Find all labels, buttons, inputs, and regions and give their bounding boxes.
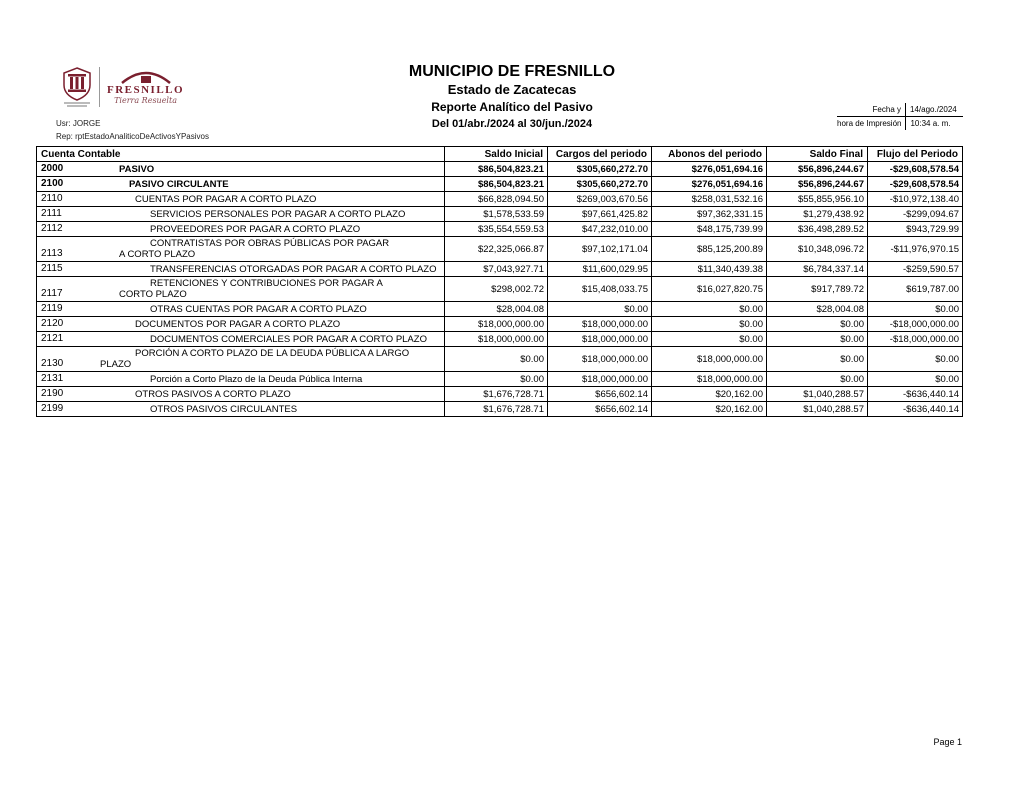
amount-cell: -$18,000,000.00 [868, 317, 963, 332]
amount-cell: $656,602.14 [548, 387, 652, 402]
amount-cell: $0.00 [445, 347, 548, 372]
logo-slogan: Tierra Resuelta [114, 96, 177, 105]
table-row [37, 332, 963, 347]
account-code: 2115 [41, 263, 63, 274]
account-cell [37, 237, 445, 262]
amount-cell: -$636,440.14 [868, 402, 963, 417]
account-name: DOCUMENTOS COMERCIALES POR PAGAR A CORTO PLAZO [150, 333, 427, 345]
amount-cell: -$259,590.57 [868, 262, 963, 277]
table-row [37, 387, 963, 402]
account-cell [37, 207, 445, 222]
liabilities-table [36, 146, 963, 417]
amount-cell: $0.00 [652, 302, 767, 317]
table-row [37, 372, 963, 387]
table-row [37, 192, 963, 207]
account-cell [37, 372, 445, 387]
user-line: Usr: JORGE [56, 119, 101, 128]
amount-cell: $97,661,425.82 [548, 207, 652, 222]
amount-cell: $0.00 [652, 317, 767, 332]
amount-cell: $20,162.00 [652, 402, 767, 417]
amount-cell: $1,040,288.57 [767, 387, 868, 402]
account-cell [37, 347, 445, 372]
account-name: SERVICIOS PERSONALES POR PAGAR A CORTO PLAZO [150, 208, 406, 220]
account-name: RETENCIONES Y CONTRIBUCIONES POR PAGAR A CORTO PLAZO [119, 278, 383, 300]
report-subtitle: Reporte Analítico del Pasivo [431, 100, 593, 114]
page-number: Page 1 [933, 737, 962, 747]
account-code: 2120 [41, 318, 64, 329]
amount-cell: $6,784,337.14 [767, 262, 868, 277]
print-info [837, 103, 963, 130]
amount-cell: $86,504,823.21 [445, 177, 548, 192]
amount-cell: -$29,608,578.54 [868, 177, 963, 192]
amount-cell: -$636,440.14 [868, 387, 963, 402]
print-date-row [837, 103, 963, 117]
amount-cell: $18,000,000.00 [548, 347, 652, 372]
account-code: 2000 [41, 163, 64, 174]
table-body [37, 162, 963, 417]
print-date-label: Fecha y [872, 105, 901, 114]
account-cell [37, 387, 445, 402]
account-cell [37, 177, 445, 192]
account-name: Porción a Corto Plazo de la Deuda Pública Interna [150, 373, 363, 385]
amount-cell: $18,000,000.00 [445, 317, 548, 332]
amount-cell: $36,498,289.52 [767, 222, 868, 237]
account-code: 2131 [41, 373, 64, 384]
amount-cell: -$10,972,138.40 [868, 192, 963, 207]
amount-cell: $18,000,000.00 [652, 372, 767, 387]
amount-cell: $258,031,532.16 [652, 192, 767, 207]
amount-cell: $0.00 [767, 372, 868, 387]
amount-cell: $18,000,000.00 [548, 332, 652, 347]
column-header-saldo-inicial: Saldo Inicial [445, 147, 548, 162]
amount-cell: $0.00 [868, 347, 963, 372]
account-name: PORCIÓN A CORTO PLAZO DE LA DEUDA PÚBLICA A LARGO PLAZO [100, 348, 410, 370]
amount-cell: $7,043,927.71 [445, 262, 548, 277]
page-title: MUNICIPIO DE FRESNILLO [408, 63, 616, 80]
amount-cell: $0.00 [548, 302, 652, 317]
column-header-abonos: Abonos del periodo [652, 147, 767, 162]
account-code: 2130 [41, 358, 64, 369]
amount-cell: $1,676,728.71 [445, 387, 548, 402]
account-cell [37, 192, 445, 207]
amount-cell: $269,003,670.56 [548, 192, 652, 207]
account-code: 2117 [41, 288, 63, 299]
table-row [37, 177, 963, 192]
amount-cell: $11,600,029.95 [548, 262, 652, 277]
account-cell [37, 332, 445, 347]
amount-cell: $619,787.00 [868, 277, 963, 302]
amount-cell: $0.00 [767, 347, 868, 372]
amount-cell: -$29,608,578.54 [868, 162, 963, 177]
table-row [37, 402, 963, 417]
amount-cell: $305,660,272.70 [548, 162, 652, 177]
amount-cell: $56,896,244.67 [767, 162, 868, 177]
amount-cell: $0.00 [767, 317, 868, 332]
account-cell [37, 402, 445, 417]
amount-cell: $86,504,823.21 [445, 162, 548, 177]
column-header-flujo: Flujo del Periodo [868, 147, 963, 162]
account-code: 2112 [41, 223, 63, 234]
account-code: 2199 [41, 403, 64, 414]
amount-cell: $18,000,000.00 [548, 372, 652, 387]
amount-cell: $1,676,728.71 [445, 402, 548, 417]
account-cell [37, 162, 445, 177]
print-time-value: 10:34 a. m. [905, 117, 963, 130]
amount-cell: $20,162.00 [652, 387, 767, 402]
account-name: OTRAS CUENTAS POR PAGAR A CORTO PLAZO [150, 303, 367, 315]
amount-cell: $66,828,094.50 [445, 192, 548, 207]
amount-cell: -$299,094.67 [868, 207, 963, 222]
amount-cell: $1,578,533.59 [445, 207, 548, 222]
account-cell [37, 317, 445, 332]
account-code: 2110 [41, 193, 63, 204]
table-row [37, 222, 963, 237]
amount-cell: $16,027,820.75 [652, 277, 767, 302]
amount-cell: -$18,000,000.00 [868, 332, 963, 347]
print-time-row [837, 117, 963, 130]
amount-cell: $48,175,739.99 [652, 222, 767, 237]
amount-cell: $0.00 [652, 332, 767, 347]
account-code: 2119 [41, 303, 63, 314]
account-name: DOCUMENTOS POR PAGAR A CORTO PLAZO [135, 318, 341, 330]
account-name: TRANSFERENCIAS OTORGADAS POR PAGAR A CORTO PLAZO [150, 263, 437, 275]
account-name: PASIVO CIRCULANTE [129, 178, 229, 190]
logo-name: FRESNILLO [107, 84, 185, 96]
amount-cell: $0.00 [868, 302, 963, 317]
table-row [37, 237, 963, 262]
amount-cell: $917,789.72 [767, 277, 868, 302]
amount-cell: $97,362,331.15 [652, 207, 767, 222]
amount-cell: $0.00 [767, 332, 868, 347]
amount-cell: $0.00 [445, 372, 548, 387]
amount-cell: $943,729.99 [868, 222, 963, 237]
table-header-row [37, 147, 963, 162]
amount-cell: $22,325,066.87 [445, 237, 548, 262]
amount-cell: $56,896,244.67 [767, 177, 868, 192]
amount-cell: $276,051,694.16 [652, 162, 767, 177]
amount-cell: -$11,976,970.15 [868, 237, 963, 262]
account-cell [37, 222, 445, 237]
state-subtitle: Estado de Zacatecas [447, 82, 577, 97]
amount-cell: $97,102,171.04 [548, 237, 652, 262]
amount-cell: $35,554,559.53 [445, 222, 548, 237]
print-time-label: hora de Impresión [837, 119, 902, 128]
column-header-cargos: Cargos del periodo [548, 147, 652, 162]
period-subtitle: Del 01/abr./2024 al 30/jun./2024 [431, 118, 593, 130]
amount-cell: $656,602.14 [548, 402, 652, 417]
table-row [37, 317, 963, 332]
account-code: 2190 [41, 388, 64, 399]
account-name: CONTRATISTAS POR OBRAS PÚBLICAS POR PAGAR A CORTO PLAZO [119, 238, 390, 260]
amount-cell: $0.00 [868, 372, 963, 387]
account-cell [37, 277, 445, 302]
amount-cell: $305,660,272.70 [548, 177, 652, 192]
account-code: 2121 [41, 333, 64, 344]
amount-cell: $55,855,956.10 [767, 192, 868, 207]
account-name: PASIVO [119, 163, 155, 175]
account-code: 2111 [41, 208, 62, 219]
amount-cell: $18,000,000.00 [652, 347, 767, 372]
amount-cell: $15,408,033.75 [548, 277, 652, 302]
account-cell [37, 262, 445, 277]
table-row [37, 347, 963, 372]
table-row [37, 262, 963, 277]
table-row [37, 207, 963, 222]
column-header-cuenta: Cuenta Contable [37, 147, 445, 162]
amount-cell: $18,000,000.00 [445, 332, 548, 347]
amount-cell: $28,004.08 [767, 302, 868, 317]
amount-cell: $1,040,288.57 [767, 402, 868, 417]
account-name: OTROS PASIVOS A CORTO PLAZO [135, 388, 291, 400]
print-date-value: 14/ago./2024 [905, 103, 963, 116]
amount-cell: $47,232,010.00 [548, 222, 652, 237]
table-row [37, 277, 963, 302]
account-cell [37, 302, 445, 317]
account-name: CUENTAS POR PAGAR A CORTO PLAZO [135, 193, 317, 205]
amount-cell: $28,004.08 [445, 302, 548, 317]
report-line: Rep: rptEstadoAnaliticoDeActivosYPasivos [56, 132, 209, 141]
amount-cell: $10,348,096.72 [767, 237, 868, 262]
table-row [37, 162, 963, 177]
amount-cell: $85,125,200.89 [652, 237, 767, 262]
amount-cell: $276,051,694.16 [652, 177, 767, 192]
account-name: OTROS PASIVOS CIRCULANTES [150, 403, 298, 415]
account-code: 2113 [41, 248, 63, 259]
table-row [37, 302, 963, 317]
amount-cell: $298,002.72 [445, 277, 548, 302]
amount-cell: $1,279,438.92 [767, 207, 868, 222]
amount-cell: $18,000,000.00 [548, 317, 652, 332]
account-name: PROVEEDORES POR PAGAR A CORTO PLAZO [150, 223, 361, 235]
amount-cell: $11,340,439.38 [652, 262, 767, 277]
column-header-saldo-final: Saldo Final [767, 147, 868, 162]
account-code: 2100 [41, 178, 64, 189]
